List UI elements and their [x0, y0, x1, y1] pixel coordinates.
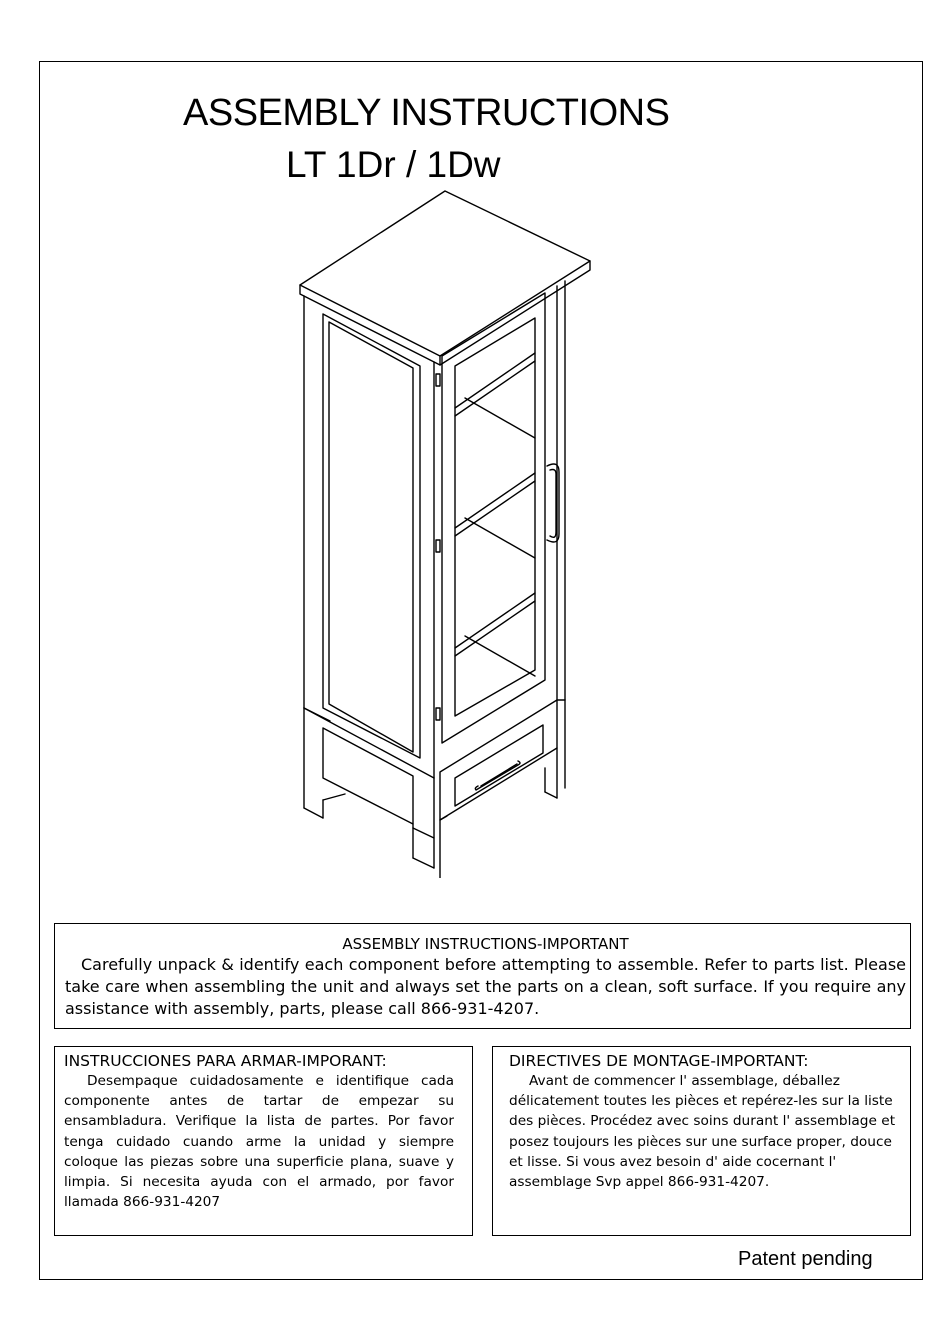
french-body: Avant de commencer l' assemblage, déballez délicatement toutes les pièces et repérez-les sur la liste des pièces. Procédez avec soins durant l' assemblage et posez toujours les pièces sur une surface proper, douce et lisse. Si vous avez besoin d' aide cocernant l' assemblage Svp appel 866-931-4207.: [509, 1073, 896, 1191]
model-number: LT 1Dr / 1Dw: [286, 144, 501, 185]
cabinet-line-drawing-icon: [295, 188, 595, 878]
english-heading: ASSEMBLY INSTRUCTIONS-IMPORTANT: [342, 935, 629, 953]
spanish-heading: INSTRUCCIONES PARA ARMAR-IMPORANT:: [64, 1052, 387, 1070]
patent-notice: Patent pending: [738, 1248, 873, 1270]
english-instructions-box: [54, 923, 911, 1029]
french-heading: DIRECTIVES DE MONTAGE-IMPORTANT:: [509, 1052, 809, 1070]
english-body: Carefully unpack & identify each component before attempting to assemble. Refer to parts list. Please take care when assembling the unit and always set the parts on a clean, soft surface. If you require any assistance with assembly, parts, please call 866-931-4207.: [65, 955, 906, 1018]
spanish-body: Desempaque cuidadosamente e identifique cada componente antes de tartar de empezar su ensambladura. Verifique la lista de partes. Por favor tenga cuidado cuando arme la unidad y siempre coloque las piezas sobre una superficie plana, suave y limpia. Si necesita ayuda con el armado, por favor llamada 866-931-4207: [64, 1073, 454, 1211]
document-title: ASSEMBLY INSTRUCTIONS: [183, 92, 670, 134]
french-instructions-box: [492, 1046, 911, 1236]
spanish-instructions-box: [54, 1046, 473, 1236]
